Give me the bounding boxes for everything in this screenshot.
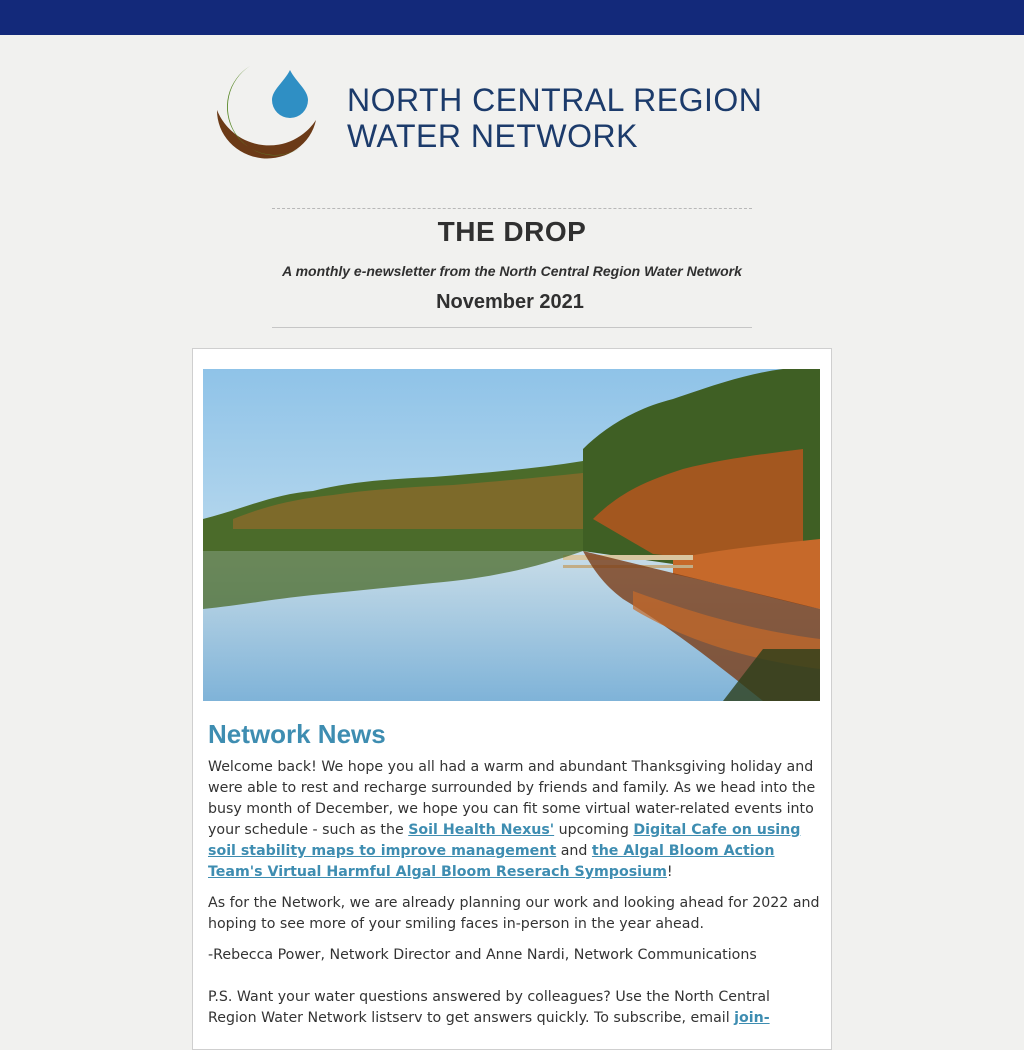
article-paragraph-1 [208, 757, 820, 883]
issue-date: November 2021 [436, 291, 584, 313]
section-heading-network-news: Network News [208, 719, 386, 749]
paragraph-1-text-d: ! [666, 864, 673, 880]
newsletter-title: THE DROP [437, 216, 587, 247]
ps-text: P.S. Want your water questions answered by colleagues? Use the North Central Region Water Network listserv to get answers quickly. To subscribe, email [208, 989, 770, 1026]
paragraph-1-text-c: and [556, 843, 592, 859]
hero-image-lake-autumn [203, 369, 820, 701]
content-card [192, 348, 832, 1050]
logo-wordmark [347, 82, 762, 154]
logo-line-1: NORTH CENTRAL REGION [347, 82, 763, 118]
newsletter-subtitle: A monthly e-newsletter from the North Central Region Water Network [282, 263, 742, 279]
header-divider-dashed [272, 208, 752, 209]
digital-cafe-link[interactable]: Digital Cafe on using soil stability maps to improve management [208, 822, 801, 859]
article-paragraph-2: As for the Network, we are already planning our work and looking ahead for 2022 and hoping to see more of your smiling faces in-person in the year ahead. [208, 895, 820, 932]
listserv-email-link[interactable]: join- [734, 1010, 770, 1026]
paragraph-1-text-b: upcoming [554, 822, 634, 838]
soil-health-nexus-link[interactable]: Soil Health Nexus' [408, 822, 555, 838]
article-ps-paragraph [208, 987, 820, 1029]
algal-bloom-symposium-link[interactable]: the Algal Bloom Action Team's Virtual Harmful Algal Bloom Reserach Symposium [208, 843, 775, 880]
article-signature: -Rebecca Power, Network Director and Anne Nardi, Network Communications [208, 947, 757, 963]
logo-crescent-drop-icon [204, 62, 334, 184]
paragraph-1-text-a: Welcome back! We hope you all had a warm and abundant Thanksgiving holiday and were able to rest and recharge surrounded by friends and family. As we head into the busy month of December, we hope you can fit some virtual water-related events into your schedule - such as the [208, 759, 816, 838]
top-bar [0, 0, 1024, 35]
logo-line-2: WATER NETWORK [347, 118, 638, 154]
network-logo[interactable] [204, 62, 824, 184]
article-body [208, 757, 820, 1039]
header-divider-solid [272, 327, 752, 328]
